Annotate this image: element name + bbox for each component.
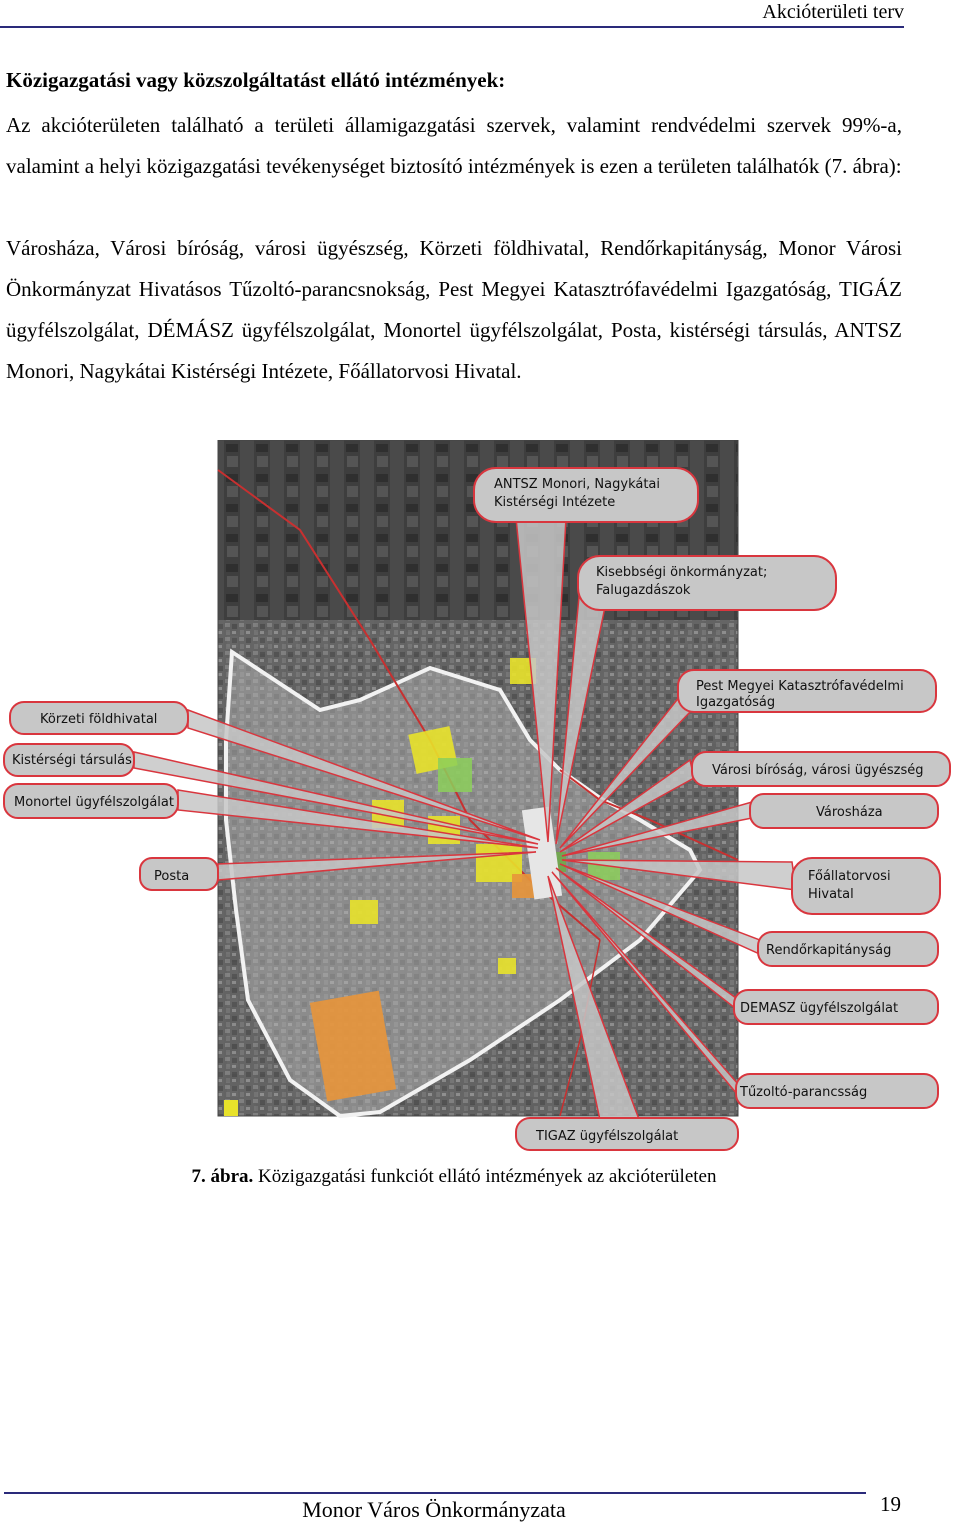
paragraph-intro: Az akcióterületen található a területi államigazgatási szervek, valamint rendvédelmi szervek 99%-a, valamint a helyi közigazgatási tevékenységet biztosító intézmények is ezen a területen találhatók (7. ábra):: [6, 113, 902, 178]
label-kisebbsegi-1: Kisebbségi önkormányzat;: [596, 565, 768, 580]
callout-foallatorvosi: [792, 858, 940, 914]
header-rule: [0, 26, 904, 28]
label-varoshaza: Városháza: [816, 805, 883, 820]
annotated-map: [0, 440, 960, 1160]
label-katasztrofa-2: Igazgatóság: [696, 695, 776, 710]
caption-text: Közigazgatási funkciót ellátó intézmények az akcióterületen: [258, 1166, 717, 1187]
label-rendorkapitanysag: Rendőrkapitányság: [766, 943, 892, 958]
label-birosag: Városi bíróság, városi ügyészség: [712, 763, 924, 778]
figure-caption: [0, 1166, 908, 1188]
label-katasztrofa-1: Pest Megyei Katasztrófavédelmi: [696, 679, 904, 694]
label-foallatorvosi-1: Főállatorvosi: [808, 869, 891, 884]
label-monortel: Monortel ügyfélszolgálat: [14, 795, 174, 810]
page-number: 19: [880, 1492, 901, 1516]
label-kisebbsegi-2: Falugazdászok: [596, 583, 691, 598]
label-antsz-2: Kistérségi Intézete: [494, 495, 616, 510]
footer-rule: [4, 1492, 866, 1494]
footer-text: Monor Város Önkormányzata: [302, 1497, 566, 1522]
institution-highlight: [498, 958, 516, 974]
institution-highlight: [438, 758, 472, 792]
institution-highlight: [224, 1100, 238, 1116]
label-kistersegi: Kistérségi társulás: [12, 753, 132, 768]
label-tuzolto: Tűzoltó-parancsság: [740, 1085, 868, 1100]
label-posta: Posta: [154, 869, 190, 884]
label-antsz-1: ANTSZ Monori, Nagykátai: [494, 477, 661, 492]
label-korzeti: Körzeti földhivatal: [40, 712, 158, 727]
caption-label: 7. ábra.: [191, 1166, 254, 1187]
running-header: Akcióterületi terv: [762, 1, 904, 23]
label-tigaz: TIGAZ ügyfélszolgálat: [536, 1129, 679, 1144]
map-figure: [0, 440, 960, 1160]
paragraph-institutions: Városháza, Városi bíróság, városi ügyészség, Körzeti földhivatal, Rendőrkapitányság, Monor Városi Önkormányzat Hivatásos Tűzoltó-parancsnokság, Pest Megyei Katasztrófavédelmi Igazgatóság, TIGÁZ ügyfélszolgálat, DÉMÁSZ ügyfélszolgálat, Monortel ügyfélszolgálat, Posta, kistérségi társulás, ANTSZ Monori, Nagykátai Kistérségi Intézete, Főállatorvosi Hivatal.: [6, 236, 902, 383]
label-foallatorvosi-2: Hivatal: [808, 887, 854, 902]
label-demasz: DEMASZ ügyfélszolgálat: [740, 1001, 899, 1016]
section-heading: Közigazgatási vagy közszolgáltatást ellátó intézmények:: [6, 68, 506, 92]
institution-highlight: [350, 900, 378, 924]
